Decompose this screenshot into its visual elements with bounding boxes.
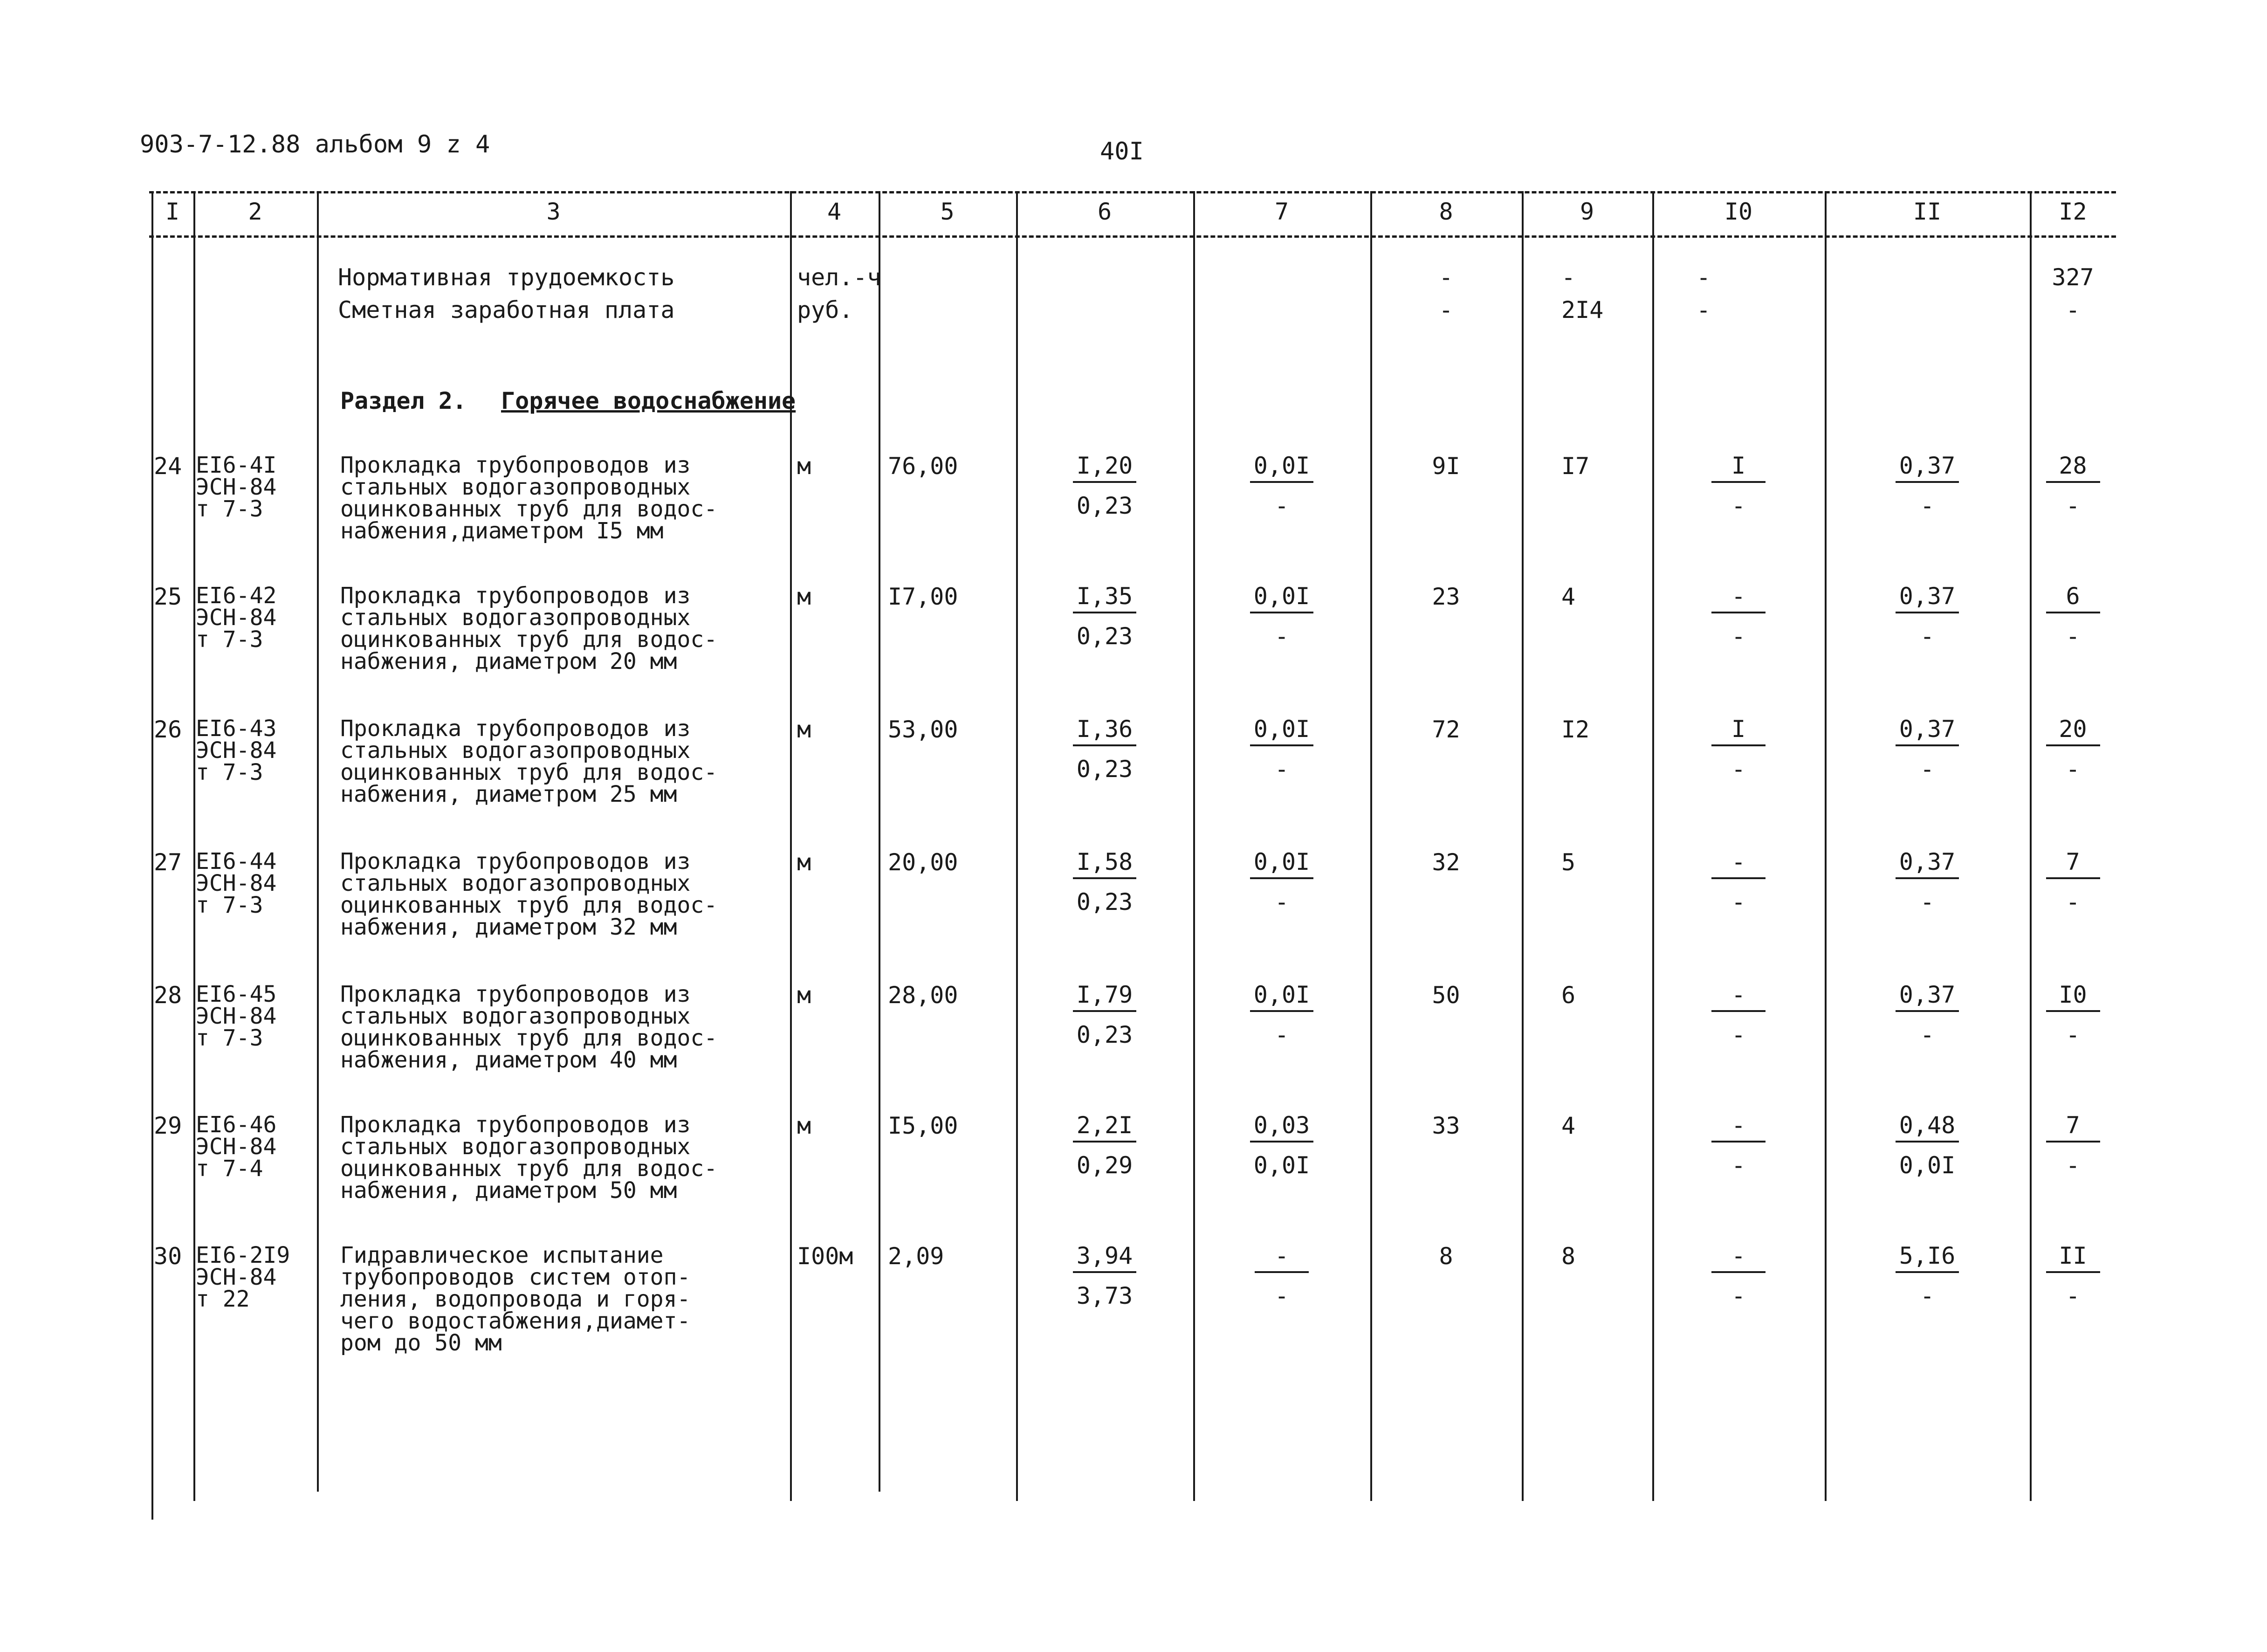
col10-fraction xyxy=(1652,1242,1825,1309)
work-description: набжения,диаметром I5 мм xyxy=(340,518,664,544)
col6-fraction-denominator: 0,23 xyxy=(1076,1021,1133,1048)
norm-code: т 22 xyxy=(196,1286,250,1312)
work-description: стальных водогазопроводных xyxy=(340,870,691,896)
work-description: стальных водогазопроводных xyxy=(340,1003,691,1029)
col9-value: I7 xyxy=(1561,453,1590,480)
col12-fraction xyxy=(2030,716,2116,783)
col9-value: 8 xyxy=(1561,1243,1576,1270)
norm-code: EI6-2I9 xyxy=(196,1242,290,1268)
summary-col9: - xyxy=(1561,264,1576,291)
work-description: набжения, диаметром 20 мм xyxy=(340,648,677,675)
quantity: I7,00 xyxy=(888,583,958,610)
col8-value: 9I xyxy=(1432,453,1460,480)
col9-value: I2 xyxy=(1561,716,1590,743)
column-number-header: 6 xyxy=(1097,198,1112,225)
col10-fraction-numerator: - xyxy=(1711,1112,1766,1143)
summary-col10: - xyxy=(1697,296,1711,324)
work-description: ления, водопровода и горя- xyxy=(340,1286,691,1312)
col11-fraction-numerator: 0,37 xyxy=(1896,716,1959,746)
work-description: Прокладка трубопроводов из xyxy=(340,1112,691,1138)
col11-fraction-numerator: 0,48 xyxy=(1896,1112,1959,1143)
col12-fraction-numerator: I0 xyxy=(2046,981,2100,1012)
col10-fraction-numerator: I xyxy=(1711,452,1766,483)
col10-fraction-denominator: - xyxy=(1731,1152,1746,1179)
col6-fraction-numerator: 2,2I xyxy=(1073,1112,1136,1143)
work-description: чего водостабжения,диамет- xyxy=(340,1308,691,1334)
col12-fraction-denominator: - xyxy=(2066,888,2080,915)
col11-fraction xyxy=(1825,583,2030,650)
norm-code: ЭСН-84 xyxy=(196,1264,277,1290)
col11-fraction-denominator: - xyxy=(1920,1021,1935,1048)
col11-fraction xyxy=(1825,716,2030,783)
header-bottom-rule xyxy=(149,235,2116,238)
col12-fraction xyxy=(2030,583,2116,650)
column-divider xyxy=(879,191,880,1492)
norm-code: т 7-3 xyxy=(196,496,263,522)
quantity: 20,00 xyxy=(888,849,958,876)
norm-code: т 7-3 xyxy=(196,1025,263,1051)
col6-fraction-numerator: I,36 xyxy=(1073,716,1136,746)
col8-value: 72 xyxy=(1432,716,1460,743)
col7-fraction-denominator: - xyxy=(1274,756,1289,783)
col7-fraction-denominator: - xyxy=(1274,492,1289,519)
col12-fraction xyxy=(2030,981,2116,1048)
col11-fraction-numerator: 0,37 xyxy=(1896,848,1959,879)
norm-code: ЭСН-84 xyxy=(196,605,277,631)
summary-col10: - xyxy=(1697,264,1711,291)
col6-fraction-denominator: 3,73 xyxy=(1076,1282,1133,1309)
column-divider xyxy=(151,191,153,1520)
work-description: Гидравлическое испытание xyxy=(340,1242,664,1268)
work-description: трубопроводов систем отоп- xyxy=(340,1264,691,1290)
col7-fraction-numerator: 0,0I xyxy=(1250,583,1313,613)
col10-fraction-denominator: - xyxy=(1731,1021,1746,1048)
col11-fraction-numerator: 0,37 xyxy=(1896,981,1959,1012)
work-description: оцинкованных труб для водос- xyxy=(340,759,718,785)
column-divider xyxy=(1522,191,1524,1501)
work-description: оцинкованных труб для водос- xyxy=(340,1025,718,1051)
col7-fraction-numerator: 0,0I xyxy=(1250,848,1313,879)
work-description: Прокладка трубопроводов из xyxy=(340,716,691,742)
summary-col9: 2I4 xyxy=(1561,296,1604,324)
col12-fraction-denominator: - xyxy=(2066,1152,2080,1179)
col11-fraction xyxy=(1825,981,2030,1048)
quantity: 2,09 xyxy=(888,1243,944,1270)
col12-fraction xyxy=(2030,452,2116,519)
column-number-header: I xyxy=(165,198,180,225)
col6-fraction-numerator: 3,94 xyxy=(1073,1242,1136,1273)
norm-code: ЭСН-84 xyxy=(196,474,277,500)
section-number: Раздел 2. xyxy=(340,387,467,414)
col7-fraction-numerator: 0,03 xyxy=(1250,1112,1313,1143)
col6-fraction-numerator: I,35 xyxy=(1073,583,1136,613)
col6-fraction-numerator: I,79 xyxy=(1073,981,1136,1012)
col10-fraction xyxy=(1652,848,1825,915)
col6-fraction-numerator: I,20 xyxy=(1073,452,1136,483)
col7-fraction-numerator: 0,0I xyxy=(1250,981,1313,1012)
quantity: 76,00 xyxy=(888,453,958,480)
col6-fraction-denominator: 0,23 xyxy=(1076,623,1133,650)
col7-fraction xyxy=(1193,1242,1370,1309)
col12-fraction xyxy=(2030,1242,2116,1309)
unit: м xyxy=(797,982,811,1009)
column-number-header: 2 xyxy=(248,198,262,225)
col12-fraction-numerator: 20 xyxy=(2046,716,2100,746)
column-divider xyxy=(1370,191,1372,1501)
page-number: 40I xyxy=(1100,138,1144,165)
work-description: Прокладка трубопроводов из xyxy=(340,583,691,609)
work-description: оцинкованных труб для водос- xyxy=(340,626,718,653)
col11-fraction-denominator: - xyxy=(1920,492,1935,519)
norm-code: EI6-45 xyxy=(196,981,277,1007)
summary-label: Нормативная трудоемкость xyxy=(338,264,675,291)
col12-fraction-numerator: 7 xyxy=(2046,848,2100,879)
col12-fraction-denominator: - xyxy=(2066,1282,2080,1309)
col7-fraction xyxy=(1193,848,1370,915)
column-number-header: 4 xyxy=(827,198,842,225)
col10-fraction xyxy=(1652,583,1825,650)
col10-fraction-denominator: - xyxy=(1731,756,1746,783)
column-divider xyxy=(193,191,195,1501)
col8-value: 50 xyxy=(1432,982,1460,1009)
col8-value: 32 xyxy=(1432,849,1460,876)
column-number-header: 9 xyxy=(1580,198,1594,225)
col12-fraction-denominator: - xyxy=(2066,492,2080,519)
col7-fraction xyxy=(1193,981,1370,1048)
work-description: набжения, диаметром 32 мм xyxy=(340,914,677,940)
col11-fraction xyxy=(1825,1242,2030,1309)
norm-code: ЭСН-84 xyxy=(196,870,277,896)
col10-fraction-numerator: - xyxy=(1711,1242,1766,1273)
col11-fraction-denominator: - xyxy=(1920,756,1935,783)
norm-code: ЭСН-84 xyxy=(196,737,277,764)
col9-value: 6 xyxy=(1561,982,1576,1009)
col11-fraction-denominator: - xyxy=(1920,623,1935,650)
col12-fraction-numerator: 28 xyxy=(2046,452,2100,483)
col6-fraction xyxy=(1016,981,1193,1048)
col12-fraction-denominator: - xyxy=(2066,623,2080,650)
summary-col8: - xyxy=(1439,296,1453,324)
norm-code: ЭСН-84 xyxy=(196,1134,277,1160)
unit: м xyxy=(797,849,811,876)
section-title: Горячее водоснабжение xyxy=(501,387,796,414)
column-number-header: 7 xyxy=(1274,198,1289,225)
quantity: I5,00 xyxy=(888,1112,958,1139)
row-number: 27 xyxy=(154,849,182,876)
summary-unit: чел.-ч xyxy=(797,264,881,291)
row-number: 29 xyxy=(154,1112,182,1139)
norm-code: т 7-4 xyxy=(196,1156,263,1182)
unit: I00м xyxy=(797,1243,853,1270)
col10-fraction xyxy=(1652,1112,1825,1179)
norm-code: ЭСН-84 xyxy=(196,1003,277,1029)
row-number: 25 xyxy=(154,583,182,610)
column-number-header: 8 xyxy=(1439,198,1453,225)
col12-fraction-denominator: - xyxy=(2066,756,2080,783)
column-number-header: 3 xyxy=(546,198,561,225)
col10-fraction xyxy=(1652,452,1825,519)
work-description: Прокладка трубопроводов из xyxy=(340,452,691,478)
col7-fraction xyxy=(1193,716,1370,783)
col10-fraction xyxy=(1652,981,1825,1048)
col12-fraction-numerator: II xyxy=(2046,1242,2100,1273)
work-description: набжения, диаметром 50 мм xyxy=(340,1177,677,1204)
norm-code: EI6-44 xyxy=(196,848,277,874)
work-description: набжения, диаметром 25 мм xyxy=(340,781,677,807)
col7-fraction-denominator: - xyxy=(1274,623,1289,650)
col11-fraction-numerator: 0,37 xyxy=(1896,583,1959,613)
work-description: Прокладка трубопроводов из xyxy=(340,848,691,874)
col10-fraction-denominator: - xyxy=(1731,492,1746,519)
col6-fraction xyxy=(1016,1112,1193,1179)
col6-fraction-denominator: 0,23 xyxy=(1076,756,1133,783)
col6-fraction xyxy=(1016,1242,1193,1309)
col11-fraction-denominator: 0,0I xyxy=(1899,1152,1956,1179)
norm-code: EI6-4I xyxy=(196,452,277,478)
col11-fraction-numerator: 5,I6 xyxy=(1896,1242,1959,1273)
work-description: стальных водогазопроводных xyxy=(340,737,691,764)
document-reference: 903-7-12.88 альбом 9 z 4 xyxy=(140,131,490,158)
col7-fraction xyxy=(1193,583,1370,650)
row-number: 30 xyxy=(154,1243,182,1270)
col10-fraction xyxy=(1652,716,1825,783)
column-number-header: I0 xyxy=(1724,198,1753,225)
col10-fraction-numerator: - xyxy=(1711,583,1766,613)
col10-fraction-denominator: - xyxy=(1731,623,1746,650)
col6-fraction-denominator: 0,23 xyxy=(1076,492,1133,519)
col7-fraction-denominator: - xyxy=(1274,1282,1289,1309)
col8-value: 23 xyxy=(1432,583,1460,610)
col7-fraction-denominator: - xyxy=(1274,888,1289,915)
summary-col12: 327 xyxy=(2052,264,2094,291)
col11-fraction xyxy=(1825,1112,2030,1179)
col10-fraction-numerator: - xyxy=(1711,848,1766,879)
work-description: стальных водогазопроводных xyxy=(340,474,691,500)
norm-code: EI6-42 xyxy=(196,583,277,609)
column-number-header: I2 xyxy=(2059,198,2087,225)
norm-code: т 7-3 xyxy=(196,626,263,653)
col6-fraction-denominator: 0,29 xyxy=(1076,1152,1133,1179)
col7-fraction-denominator: 0,0I xyxy=(1253,1152,1310,1179)
norm-code: т 7-3 xyxy=(196,759,263,785)
column-number-header: 5 xyxy=(940,198,955,225)
col10-fraction-numerator: I xyxy=(1711,716,1766,746)
work-description: Прокладка трубопроводов из xyxy=(340,981,691,1007)
col9-value: 4 xyxy=(1561,583,1576,610)
summary-col8: - xyxy=(1439,264,1453,291)
col11-fraction-numerator: 0,37 xyxy=(1896,452,1959,483)
col12-fraction xyxy=(2030,848,2116,915)
col7-fraction-denominator: - xyxy=(1274,1021,1289,1048)
col7-fraction-numerator: 0,0I xyxy=(1250,452,1313,483)
col6-fraction xyxy=(1016,848,1193,915)
col6-fraction-numerator: I,58 xyxy=(1073,848,1136,879)
col7-fraction-numerator: - xyxy=(1255,1242,1309,1273)
summary-col12: - xyxy=(2066,296,2080,324)
work-description: стальных водогазопроводных xyxy=(340,1134,691,1160)
work-description: оцинкованных труб для водос- xyxy=(340,496,718,522)
col10-fraction-numerator: - xyxy=(1711,981,1766,1012)
norm-code: т 7-3 xyxy=(196,892,263,918)
row-number: 26 xyxy=(154,716,182,743)
work-description: набжения, диаметром 40 мм xyxy=(340,1047,677,1073)
summary-unit: руб. xyxy=(797,296,853,324)
norm-code: EI6-46 xyxy=(196,1112,277,1138)
column-number-header: II xyxy=(1913,198,1942,225)
header-top-rule xyxy=(149,191,2116,193)
col6-fraction xyxy=(1016,716,1193,783)
col7-fraction xyxy=(1193,452,1370,519)
norm-code: EI6-43 xyxy=(196,716,277,742)
col12-fraction-numerator: 7 xyxy=(2046,1112,2100,1143)
col11-fraction xyxy=(1825,848,2030,915)
col9-value: 5 xyxy=(1561,849,1576,876)
work-description: стальных водогазопроводных xyxy=(340,605,691,631)
summary-label: Сметная заработная плата xyxy=(338,296,675,324)
work-description: оцинкованных труб для водос- xyxy=(340,892,718,918)
col10-fraction-denominator: - xyxy=(1731,888,1746,915)
col6-fraction xyxy=(1016,452,1193,519)
unit: м xyxy=(797,453,811,480)
unit: м xyxy=(797,583,811,610)
column-divider xyxy=(317,191,319,1492)
col12-fraction-numerator: 6 xyxy=(2046,583,2100,613)
row-number: 24 xyxy=(154,453,182,480)
col9-value: 4 xyxy=(1561,1112,1576,1139)
col7-fraction-numerator: 0,0I xyxy=(1250,716,1313,746)
col8-value: 8 xyxy=(1439,1243,1453,1270)
quantity: 28,00 xyxy=(888,982,958,1009)
col7-fraction xyxy=(1193,1112,1370,1179)
col10-fraction-denominator: - xyxy=(1731,1282,1746,1309)
unit: м xyxy=(797,1112,811,1139)
col11-fraction-denominator: - xyxy=(1920,1282,1935,1309)
col6-fraction xyxy=(1016,583,1193,650)
col11-fraction xyxy=(1825,452,2030,519)
work-description: ром до 50 мм xyxy=(340,1330,502,1356)
row-number: 28 xyxy=(154,982,182,1009)
unit: м xyxy=(797,716,811,743)
quantity: 53,00 xyxy=(888,716,958,743)
col8-value: 33 xyxy=(1432,1112,1460,1139)
work-description: оцинкованных труб для водос- xyxy=(340,1156,718,1182)
col12-fraction xyxy=(2030,1112,2116,1179)
col12-fraction-denominator: - xyxy=(2066,1021,2080,1048)
col6-fraction-denominator: 0,23 xyxy=(1076,888,1133,915)
col11-fraction-denominator: - xyxy=(1920,888,1935,915)
